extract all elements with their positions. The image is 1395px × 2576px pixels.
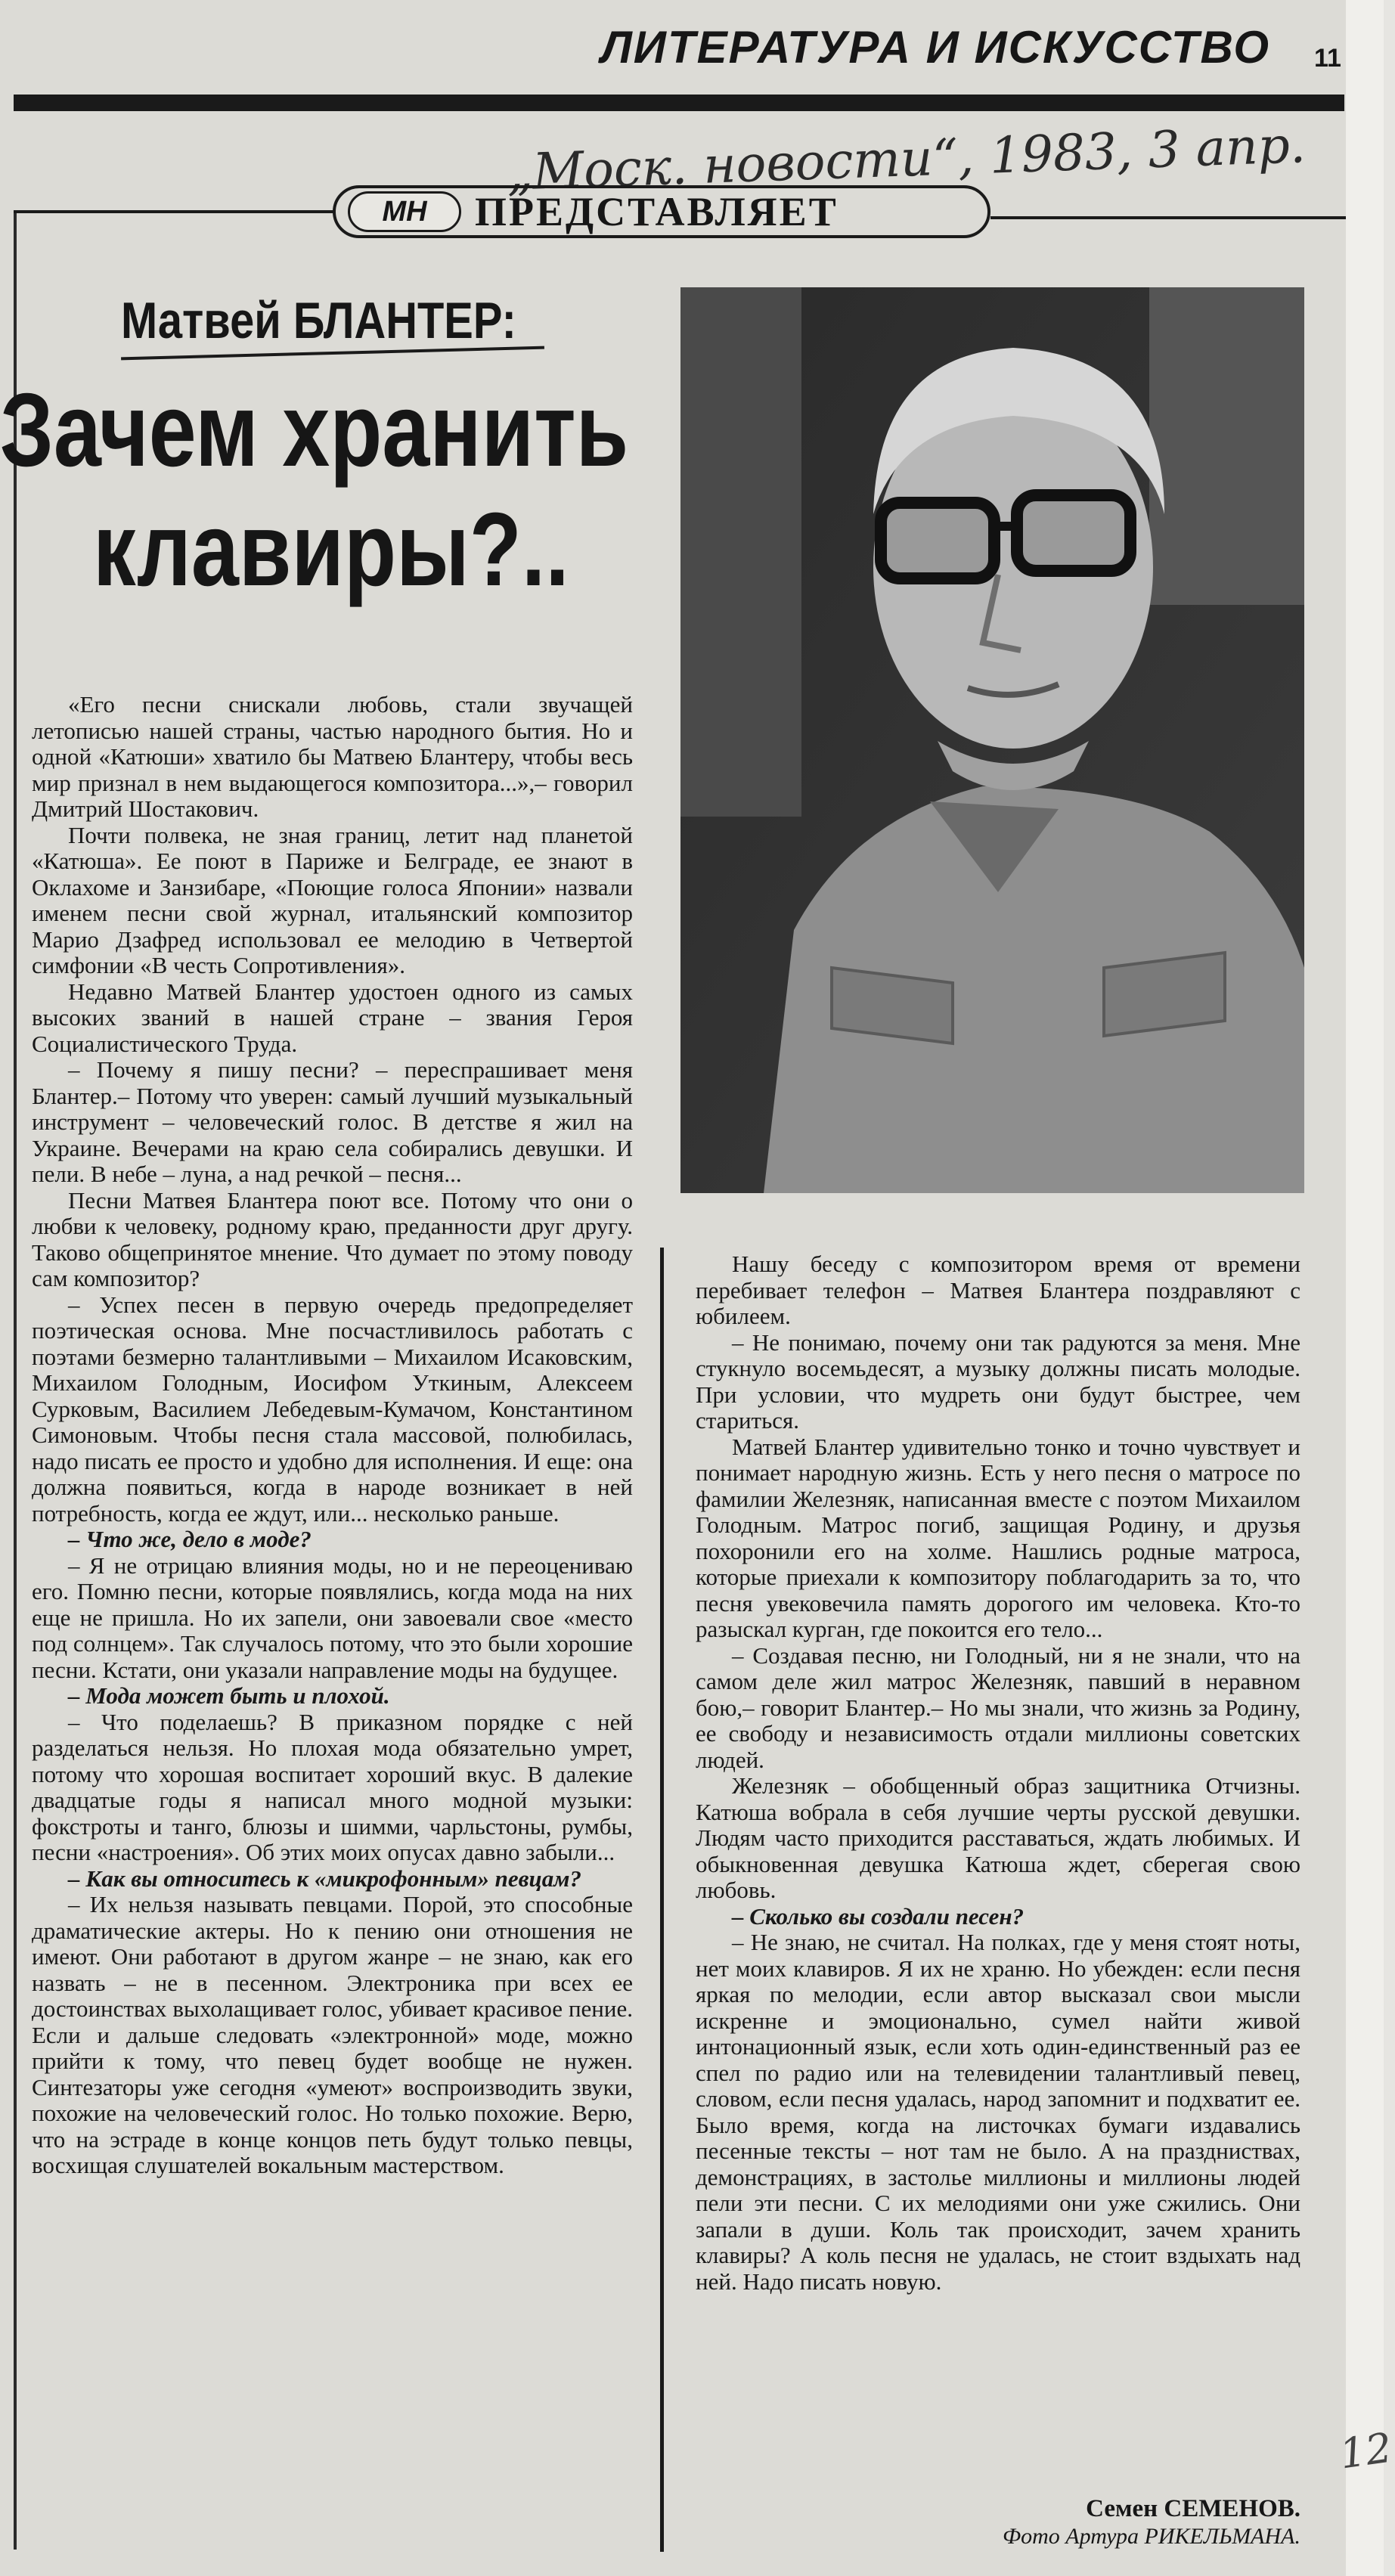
headline-line-1: Зачем хранить: [0, 372, 629, 488]
paragraph: «Его песни снискали любовь, стали звучащей летописью нашей страны, частью народного бытия. Но и одной «Катюши» хватило бы Матвею Блантеру, чтобы весь мир признал в нем выдающегося композитора...»,– говорил Дмитрий Шостакович.: [32, 691, 633, 822]
interview-question: – Как вы относитесь к «микрофонным» певцам?: [68, 1865, 581, 1892]
photo-credit: Фото Артура РИКЕЛЬМАНА.: [1002, 2524, 1300, 2549]
headline-line-2: клавиры?..: [93, 491, 569, 608]
section-title: ЛИТЕРАТУРА И ИСКУССТВО: [600, 22, 1270, 73]
banner-rule-left: [14, 210, 335, 213]
paragraph: – Почему я пишу песни? – переспрашивает меня Блантер.– Потому что уверен: самый лучший музыкальный инструмент – человеческий голос. В детстве я жил на Украине. Вечерами на краю села собирались девушки. И пели. В небе – луна, а над речкой – песня...: [32, 1056, 633, 1187]
right-text-column: [696, 1251, 1300, 2295]
paragraph: – Не знаю, не считал. На полках, где у меня стоят ноты, нет моих клавиров. Я их не храню. Но убежден: если песня яркая по мелодии, если автор высказал свои мысли искренне и эмоционально, сумел найти живой интонационный язык, если хоть один-единственный раз ее спел по радио или на телевидении талантливый певец, словом, если песня удалась, народ запомнит и подхватит ее. Было время, когда на листочках бумаги издавались песенные тексты – нот там не было. А на праздниствах, демонстрациях, в застолье миллионы и миллионы людей пели эти песни. С их мелодиями они уже сжились. Они запали в души. Коль так происходит, зачем хранить клавиры? А коль песня не удалась, не стоит вздыхать над ней. Надо писать новую.: [696, 1929, 1300, 2295]
paragraph: – Создавая песню, ни Голодный, ни я не знали, что на самом деле жил матрос Железняк, павший в неравном бою,– говорит Блантер.– Но мы знали, что жизнь за Родину, ее свободу и независимость отдали миллионы советских людей.: [696, 1641, 1300, 1773]
top-rule: [14, 95, 1344, 111]
paragraph: Матвей Блантер удивительно тонко и точно чувствует и понимает народную жизнь. Есть у него песня о матросе по фамилии Железняк, написанная вместе с поэтом Михаилом Голодным. Матрос погиб, защищая Родину, и друзья похоронили его на холме. Нашлись родные матроса, которые приехали к композитору поблагодарить за то, что песня увековечила память дорогого им человека. Кто-то разыскал курган, где покоится его тело...: [696, 1433, 1300, 1642]
portrait-photo: [680, 287, 1304, 1193]
paragraph: Песни Матвея Блантера поют все. Потому что они о любви к человеку, родному краю, преданности друг другу. Таково общепринятое мнение. Что думает по этому поводу сам композитор?: [32, 1186, 633, 1291]
portrait-illustration: [680, 287, 1304, 1193]
margin-handwritten-number: 12: [1336, 2423, 1395, 2478]
rubric-text: ПРЕДСТАВЛЯЕТ: [475, 189, 839, 234]
interview-question: – Мода может быть и плохой.: [68, 1682, 390, 1709]
handwritten-source-note: „Моск. новости“, 1983, 3 апр.: [506, 116, 1307, 202]
author-signature: Семен СЕМЕНОВ.: [1086, 2495, 1300, 2522]
column-divider: [660, 1248, 664, 2552]
headline: [0, 370, 629, 609]
paragraph: – Их нельзя называть певцами. Порой, это способные драматические актеры. Но к пению они отношения не имеют. Они работают в другом жанре – не знаю, как его назвать – не в песенном. Электроника при всех ее достоинствах выхолащивает голос, убивает красивое пение. Если и дальше следовать «электронной» моде, можно прийти к тому, что певец будет вообще не нужен. Синтезаторы уже сегодня «умеют» воспроизводить звуки, похожие на человеческий голос. Но только похожие. Верю, что на эстраде в конце концов петь будут только певцы, восхищая слушателей вокальным мастерством.: [32, 1891, 633, 2178]
author-line: Матвей БЛАНТЕР:: [121, 292, 516, 349]
rubric-banner: [333, 185, 990, 238]
page-number: 11: [1314, 44, 1341, 73]
paragraph: Железняк – обобщенный образ защитника Отчизны. Катюша вобрала в себя лучшие черты русской девушки. Людям часто приходится расставаться, ждать любимых. И обыкновенная девушка Катюша ждет, сберегая свою любовь.: [696, 1772, 1300, 1903]
interview-question: – Сколько вы создали песен?: [732, 1902, 1025, 1930]
scan-margin: [1346, 0, 1384, 2576]
interview-question: – Что же, дело в моде?: [68, 1526, 312, 1552]
paragraph: – Не понимаю, почему они так радуются за меня. Мне стукнуло восемьдесят, а музыку должны писать молодые. При условии, что мудреть они будут быстрее, чем стариться.: [696, 1328, 1300, 1434]
paragraph: Нашу беседу с композитором время от времени перебивает телефон – Матвея Блантера поздравляют с юбилеем.: [696, 1251, 1300, 1329]
paragraph: Недавно Матвей Блантер удостоен одного из самых высоких званий в нашей стране – звания Героя Социалистического Труда.: [32, 978, 633, 1057]
paragraph: – Успех песен в первую очередь предопределяет поэтическая основа. Мне посчастливилось работать с поэтами безмерно талантливыми – Михаилом Исаковским, Михаилом Голодным, Иосифом Уткиным, Алексеем Сурковым, Василием Лебедевым-Кумачом, Константином Симоновым. Чтобы песня стала массовой, полюбилась, надо писать ее просто и удобно для исполнения. И еще: она должна появиться, когда в народе возникает в ней потребность, когда ее ждут, или... несколько раньше.: [32, 1291, 633, 1527]
paragraph: Почти полвека, не зная границ, летит над планетой «Катюша». Ее поют в Париже и Белграде, ее знают в Оклахоме и Занзибаре, «Поющие голоса Японии» назвали именем песни свой журнал, итальянский композитор Марио Дзафред использовал ее мелодию в Четвертой симфонии «В честь Сопротивления».: [32, 821, 633, 978]
paragraph: – Что поделаешь? В приказном порядке с ней разделаться нельзя. Но плохая мода обязательно умрет, потому что хорошая воспитает хороший вкус. В далекие двадцатые годы я написал много модной музыки: фокстроты и танго, блюзы и шимми, чарльстоны, румбы, песни «настроения». Об этих моих опусах давно забыли...: [32, 1708, 633, 1865]
left-text-column: [32, 692, 633, 2179]
paragraph: – Я не отрицаю влияния моды, но и не переоцениваю его. Помню песни, которые появлялись, когда мода на них еще не пришла. Но их запели, они завоевали свое «место под солнцем». Так случалось потому, что это были хорошие песни. Кстати, они указали направление моды на будущее.: [32, 1551, 633, 1683]
banner-rule-right: [990, 216, 1346, 219]
mn-logo: МН: [348, 191, 461, 232]
